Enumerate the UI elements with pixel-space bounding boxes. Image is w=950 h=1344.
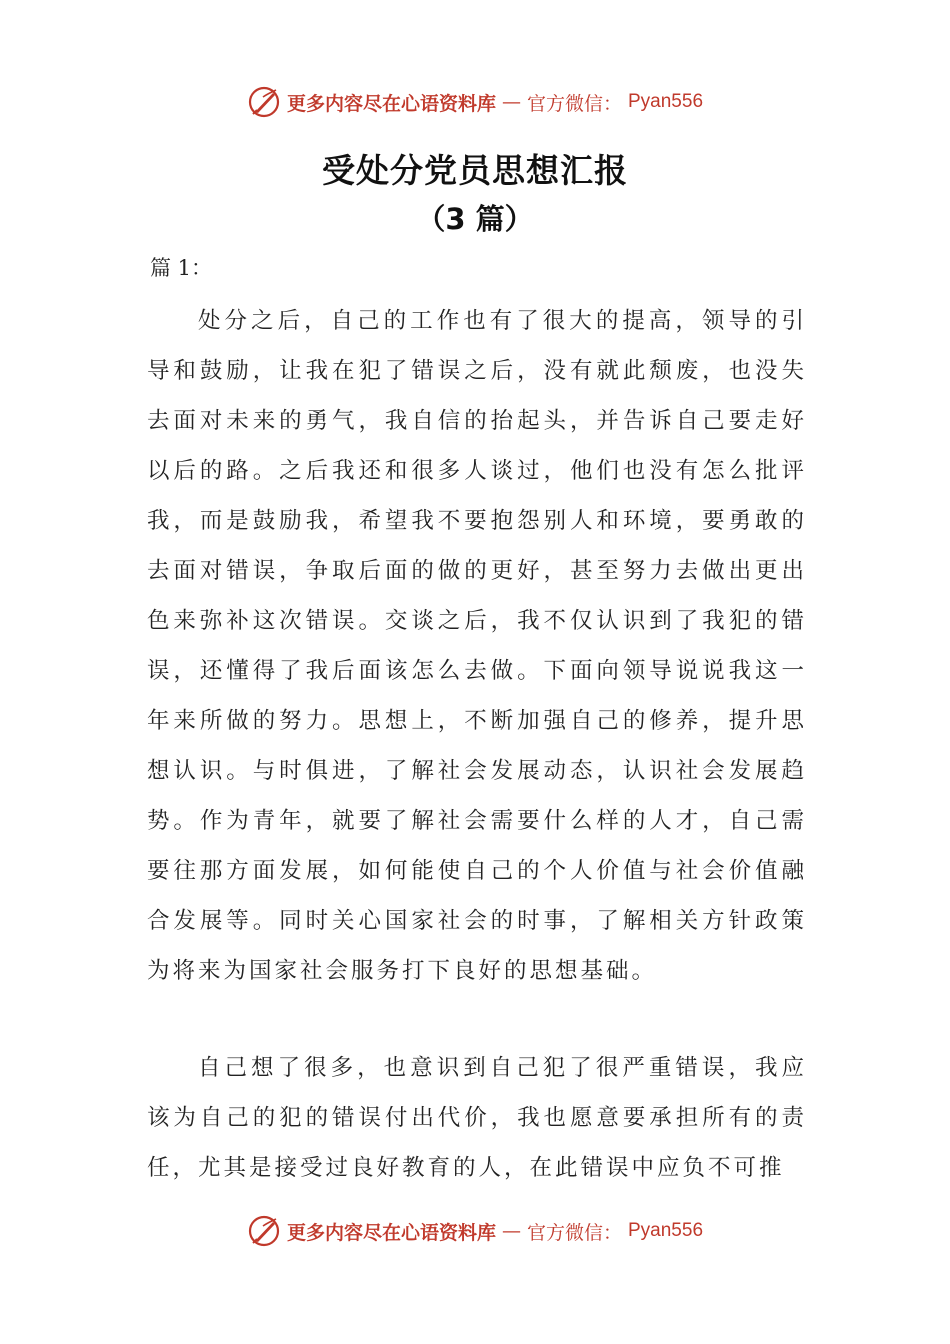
- quill-logo-icon: [247, 1214, 281, 1248]
- section-label: 篇 1：: [150, 256, 213, 280]
- header-wechat-id: Pyan556: [628, 91, 704, 112]
- header-brand-text: 更多内容尽在心语资料库: [286, 92, 496, 115]
- quill-logo-icon: [247, 85, 281, 119]
- header-banner: [0, 82, 950, 122]
- body-paragraph-1: 处分之后，自己的工作也有了很大的提高，领导的引导和鼓励，让我在犯了错误之后，没有就此颓废，也没失去面对未来的勇气，我自信的抬起头，并告诉自己要走好以后的路。之后我还和很多人谈过，他们也没有怎么批评我，而是鼓励我，希望我不要抱怨别人和环境，要勇敢的去面对错误，争取后面的做的更好，甚至努力去做出更出色来弥补这次错误。交谈之后，我不仅认识到了我犯的错误，还懂得了我后面该怎么去做。下面向领导说说我这一年来所做的努力。思想上，不断加强自己的修养，提升思想认识。与时俱进，了解社会发展动态，认识社会发展趋势。作为青年，就要了解社会需要什么样的人才，自己需要往那方面发展，如何能使自己的个人价值与社会价值融合发展等。同时关心国家社会的时事，了解相关方针政策为将来为国家社会服务打下良好的思想基础。: [147, 308, 807, 984]
- footer-banner: [0, 1211, 950, 1251]
- footer-wechat-id: Pyan556: [628, 1220, 704, 1241]
- body-paragraph-2: 自己想了很多，也意识到自己犯了很严重错误，我应该为自己的犯的错误付出代价，我也愿意要承担所有的责任，尤其是接受过良好教育的人，在此错误中应负不可推: [147, 1055, 807, 1181]
- footer-dash: —: [501, 1220, 521, 1242]
- header-dash: —: [501, 91, 521, 113]
- document-subtitle: （3 篇）: [416, 202, 534, 236]
- document-title: 受处分党员思想汇报: [322, 151, 628, 190]
- footer-wechat-label: 官方微信：: [526, 1221, 622, 1244]
- header-wechat-label: 官方微信：: [526, 92, 622, 115]
- footer-brand-text: 更多内容尽在心语资料库: [286, 1221, 496, 1244]
